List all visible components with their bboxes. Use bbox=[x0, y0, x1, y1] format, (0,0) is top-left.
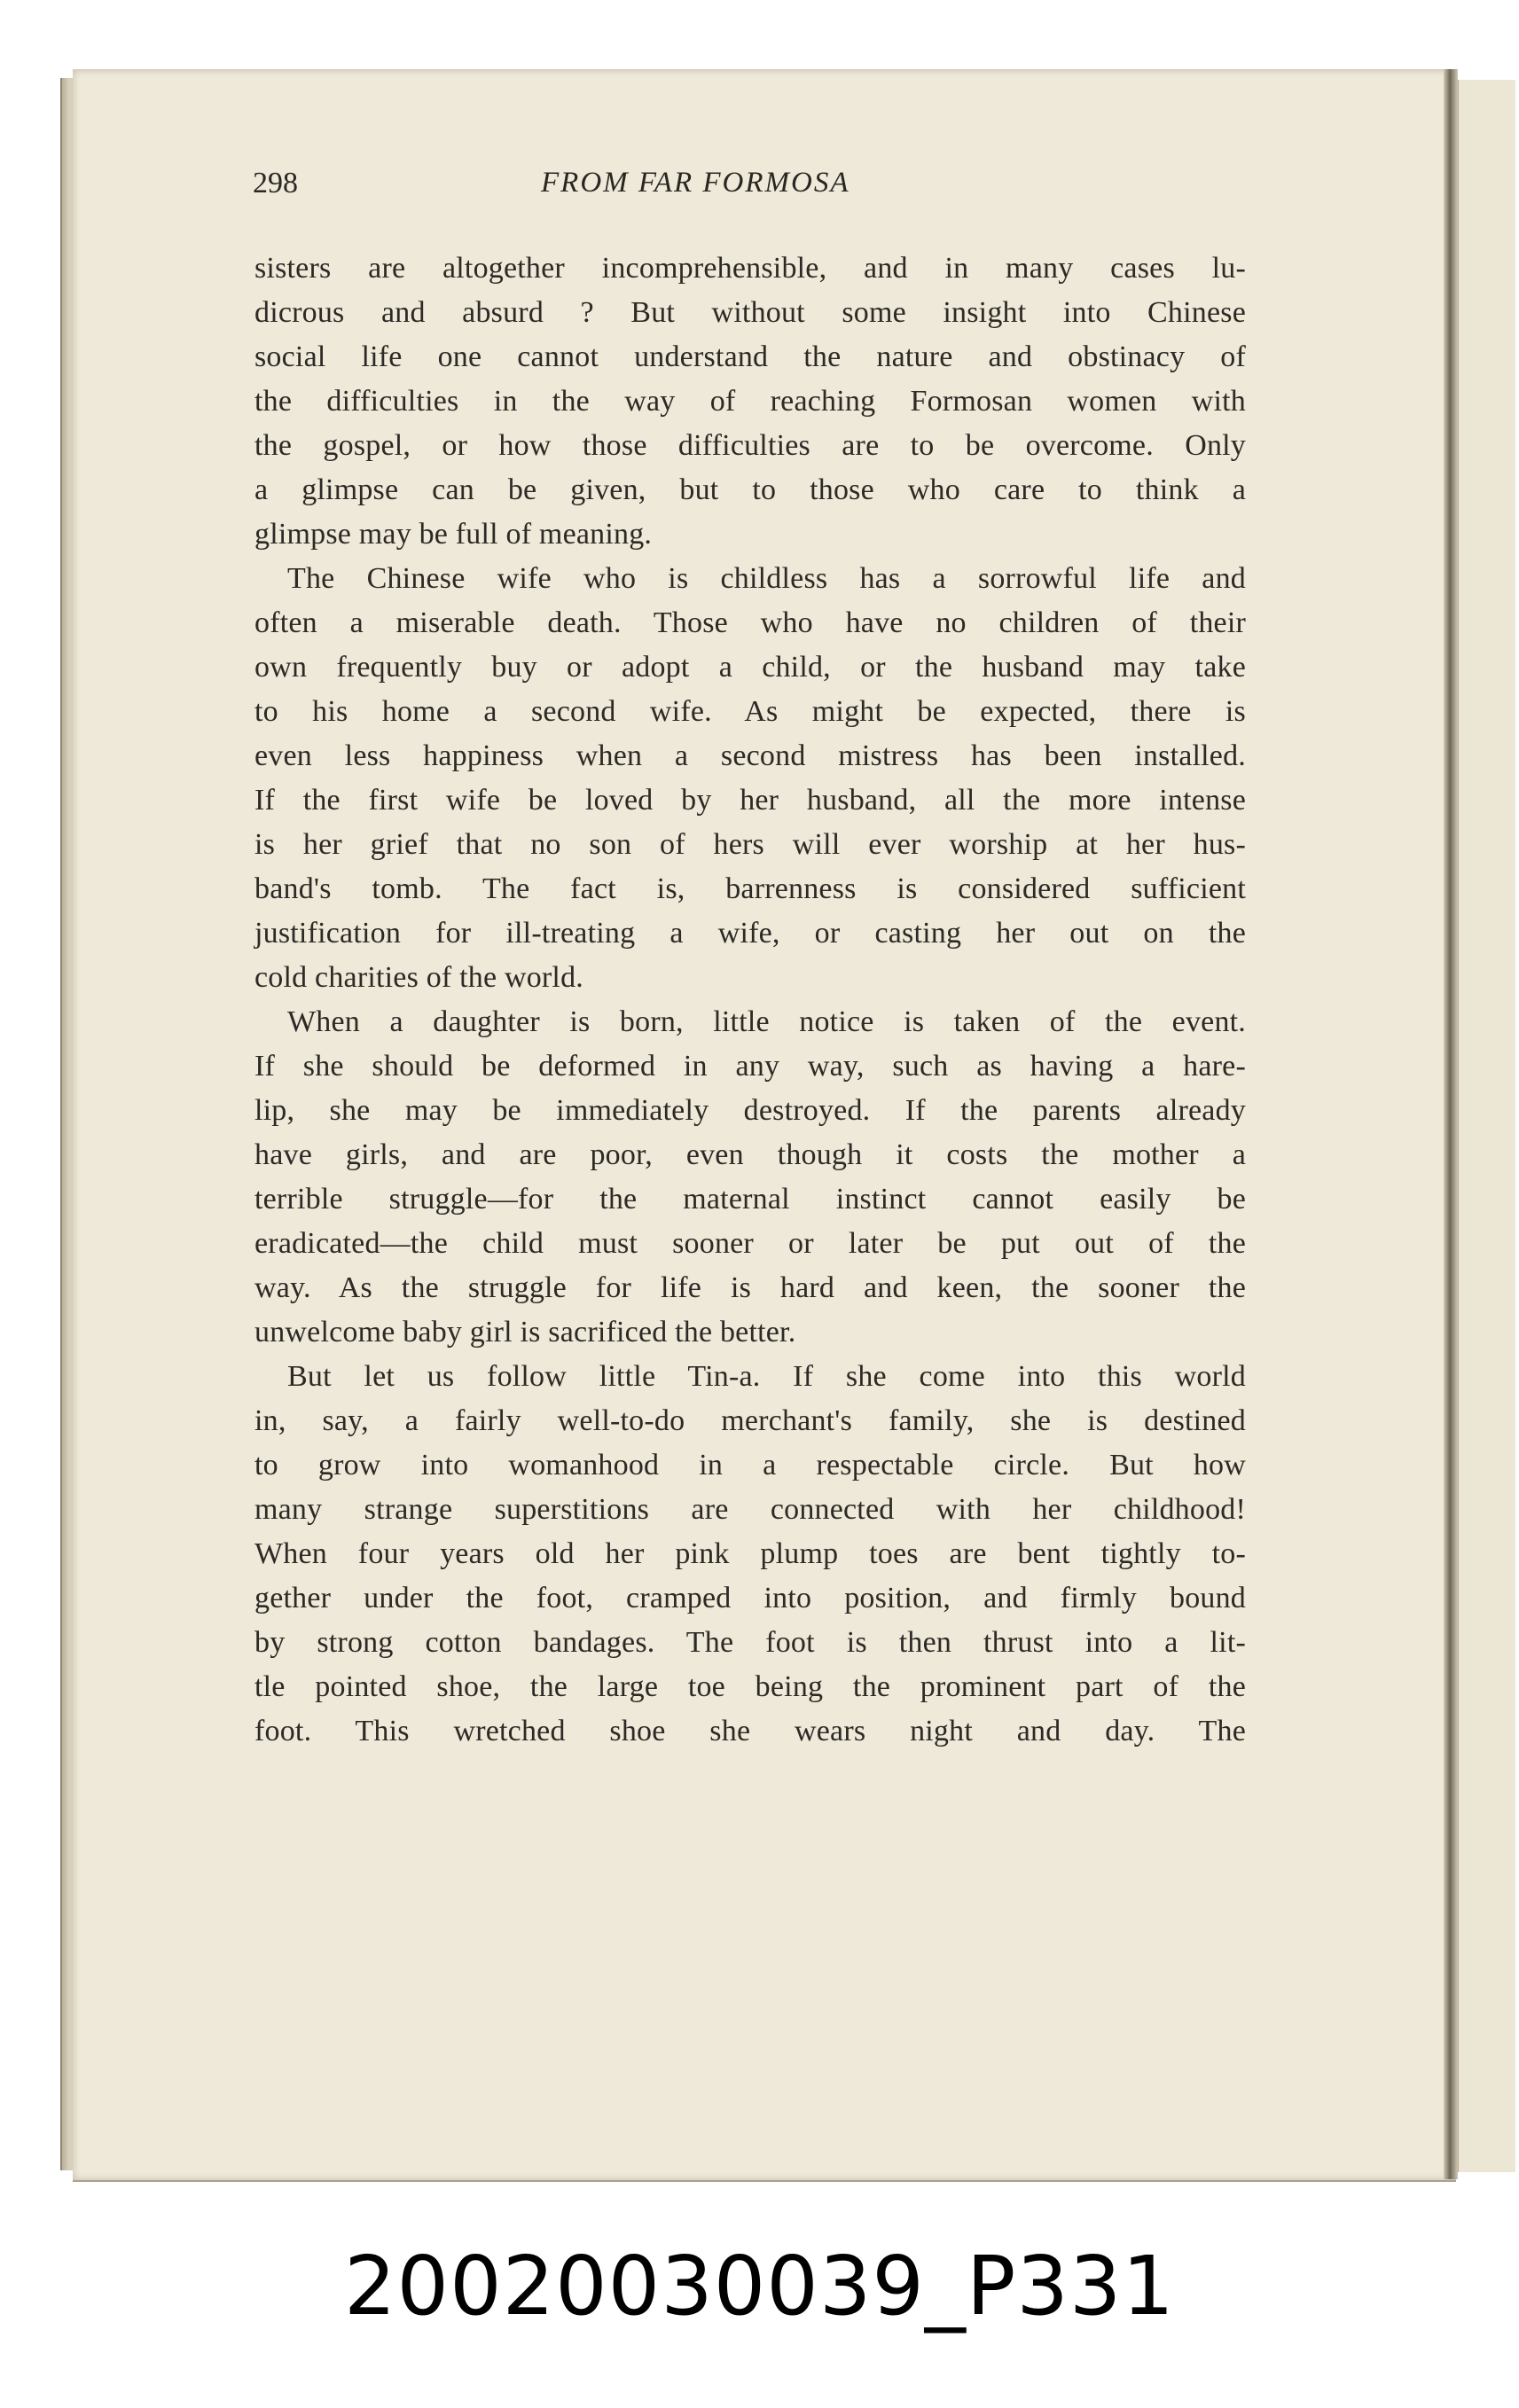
text-line: tle pointed shoe, the large toe being the prominent part of the bbox=[254, 1670, 1246, 1703]
text-line: cold charities of the world. bbox=[254, 961, 583, 994]
text-line: The Chinese wife who is childless has a sorrowful life and bbox=[287, 562, 1246, 595]
text-line: have girls, and are poor, even though it costs the mother a bbox=[254, 1138, 1246, 1171]
text-line: If she should be deformed in any way, such as having a hare- bbox=[254, 1050, 1246, 1083]
text-line: But let us follow little Tin-a. If she come into this world bbox=[287, 1360, 1246, 1393]
facing-page-edge bbox=[1458, 80, 1515, 2172]
text-line: eradicated—the child must sooner or later be put out of the bbox=[254, 1227, 1246, 1260]
text-line: terrible struggle—for the maternal instinct cannot easily be bbox=[254, 1183, 1246, 1216]
text-line: the difficulties in the way of reaching Formosan women with bbox=[254, 385, 1246, 418]
text-line: to his home a second wife. As might be expected, there is bbox=[254, 695, 1246, 728]
text-line: gether under the foot, cramped into position, and firmly bound bbox=[254, 1582, 1246, 1614]
text-line: even less happiness when a second mistress has been installed. bbox=[254, 739, 1246, 772]
text-line: When a daughter is born, little notice is taken of the event. bbox=[287, 1005, 1246, 1038]
text-line: glimpse may be full of meaning. bbox=[254, 518, 653, 551]
page-number: 298 bbox=[253, 167, 298, 199]
text-line: to grow into womanhood in a respectable circle. But how bbox=[254, 1449, 1246, 1482]
text-line: often a miserable death. Those who have no children of their bbox=[254, 606, 1246, 639]
text-line: the gospel, or how those difficulties are to be overcome. Only bbox=[254, 429, 1246, 462]
text-line: social life one cannot understand the nature and obstinacy of bbox=[254, 340, 1246, 373]
text-line: a glimpse can be given, but to those who care to think a bbox=[254, 473, 1246, 506]
text-line: by strong cotton bandages. The foot is then thrust into a lit- bbox=[254, 1626, 1246, 1659]
text-line: When four years old her pink plump toes are bent tightly to- bbox=[254, 1537, 1246, 1570]
text-line: justification for ill-treating a wife, or casting her out on the bbox=[254, 917, 1246, 950]
text-line: way. As the struggle for life is hard and keen, the sooner the bbox=[254, 1271, 1246, 1304]
page-header bbox=[253, 167, 1246, 211]
book-gutter bbox=[1444, 69, 1458, 2179]
text-line: unwelcome baby girl is sacrificed the better. bbox=[254, 1316, 796, 1349]
text-line: foot. This wretched shoe she wears night and day. The bbox=[254, 1715, 1246, 1747]
running-head: FROM FAR FORMOSA bbox=[541, 167, 850, 199]
text-line: own frequently buy or adopt a child, or the husband may take bbox=[254, 651, 1246, 684]
text-line: dicrous and absurd ? But without some insight into Chinese bbox=[254, 296, 1246, 329]
scan-id-caption: 20020030039_P331 bbox=[344, 2239, 1175, 2334]
text-line: many strange superstitions are connected with her childhood! bbox=[254, 1493, 1246, 1526]
text-line: sisters are altogether incomprehensible, and in many cases lu- bbox=[254, 252, 1246, 285]
text-line: If the first wife be loved by her husband, all the more intense bbox=[254, 784, 1246, 817]
body-text bbox=[254, 246, 1246, 1754]
text-line: band's tomb. The fact is, barrenness is considered sufficient bbox=[254, 872, 1246, 905]
text-line: lip, she may be immediately destroyed. If the parents already bbox=[254, 1094, 1246, 1127]
text-line: in, say, a fairly well-to-do merchant's family, she is destined bbox=[254, 1404, 1246, 1437]
text-line: is her grief that no son of hers will ever worship at her hus- bbox=[254, 828, 1246, 861]
